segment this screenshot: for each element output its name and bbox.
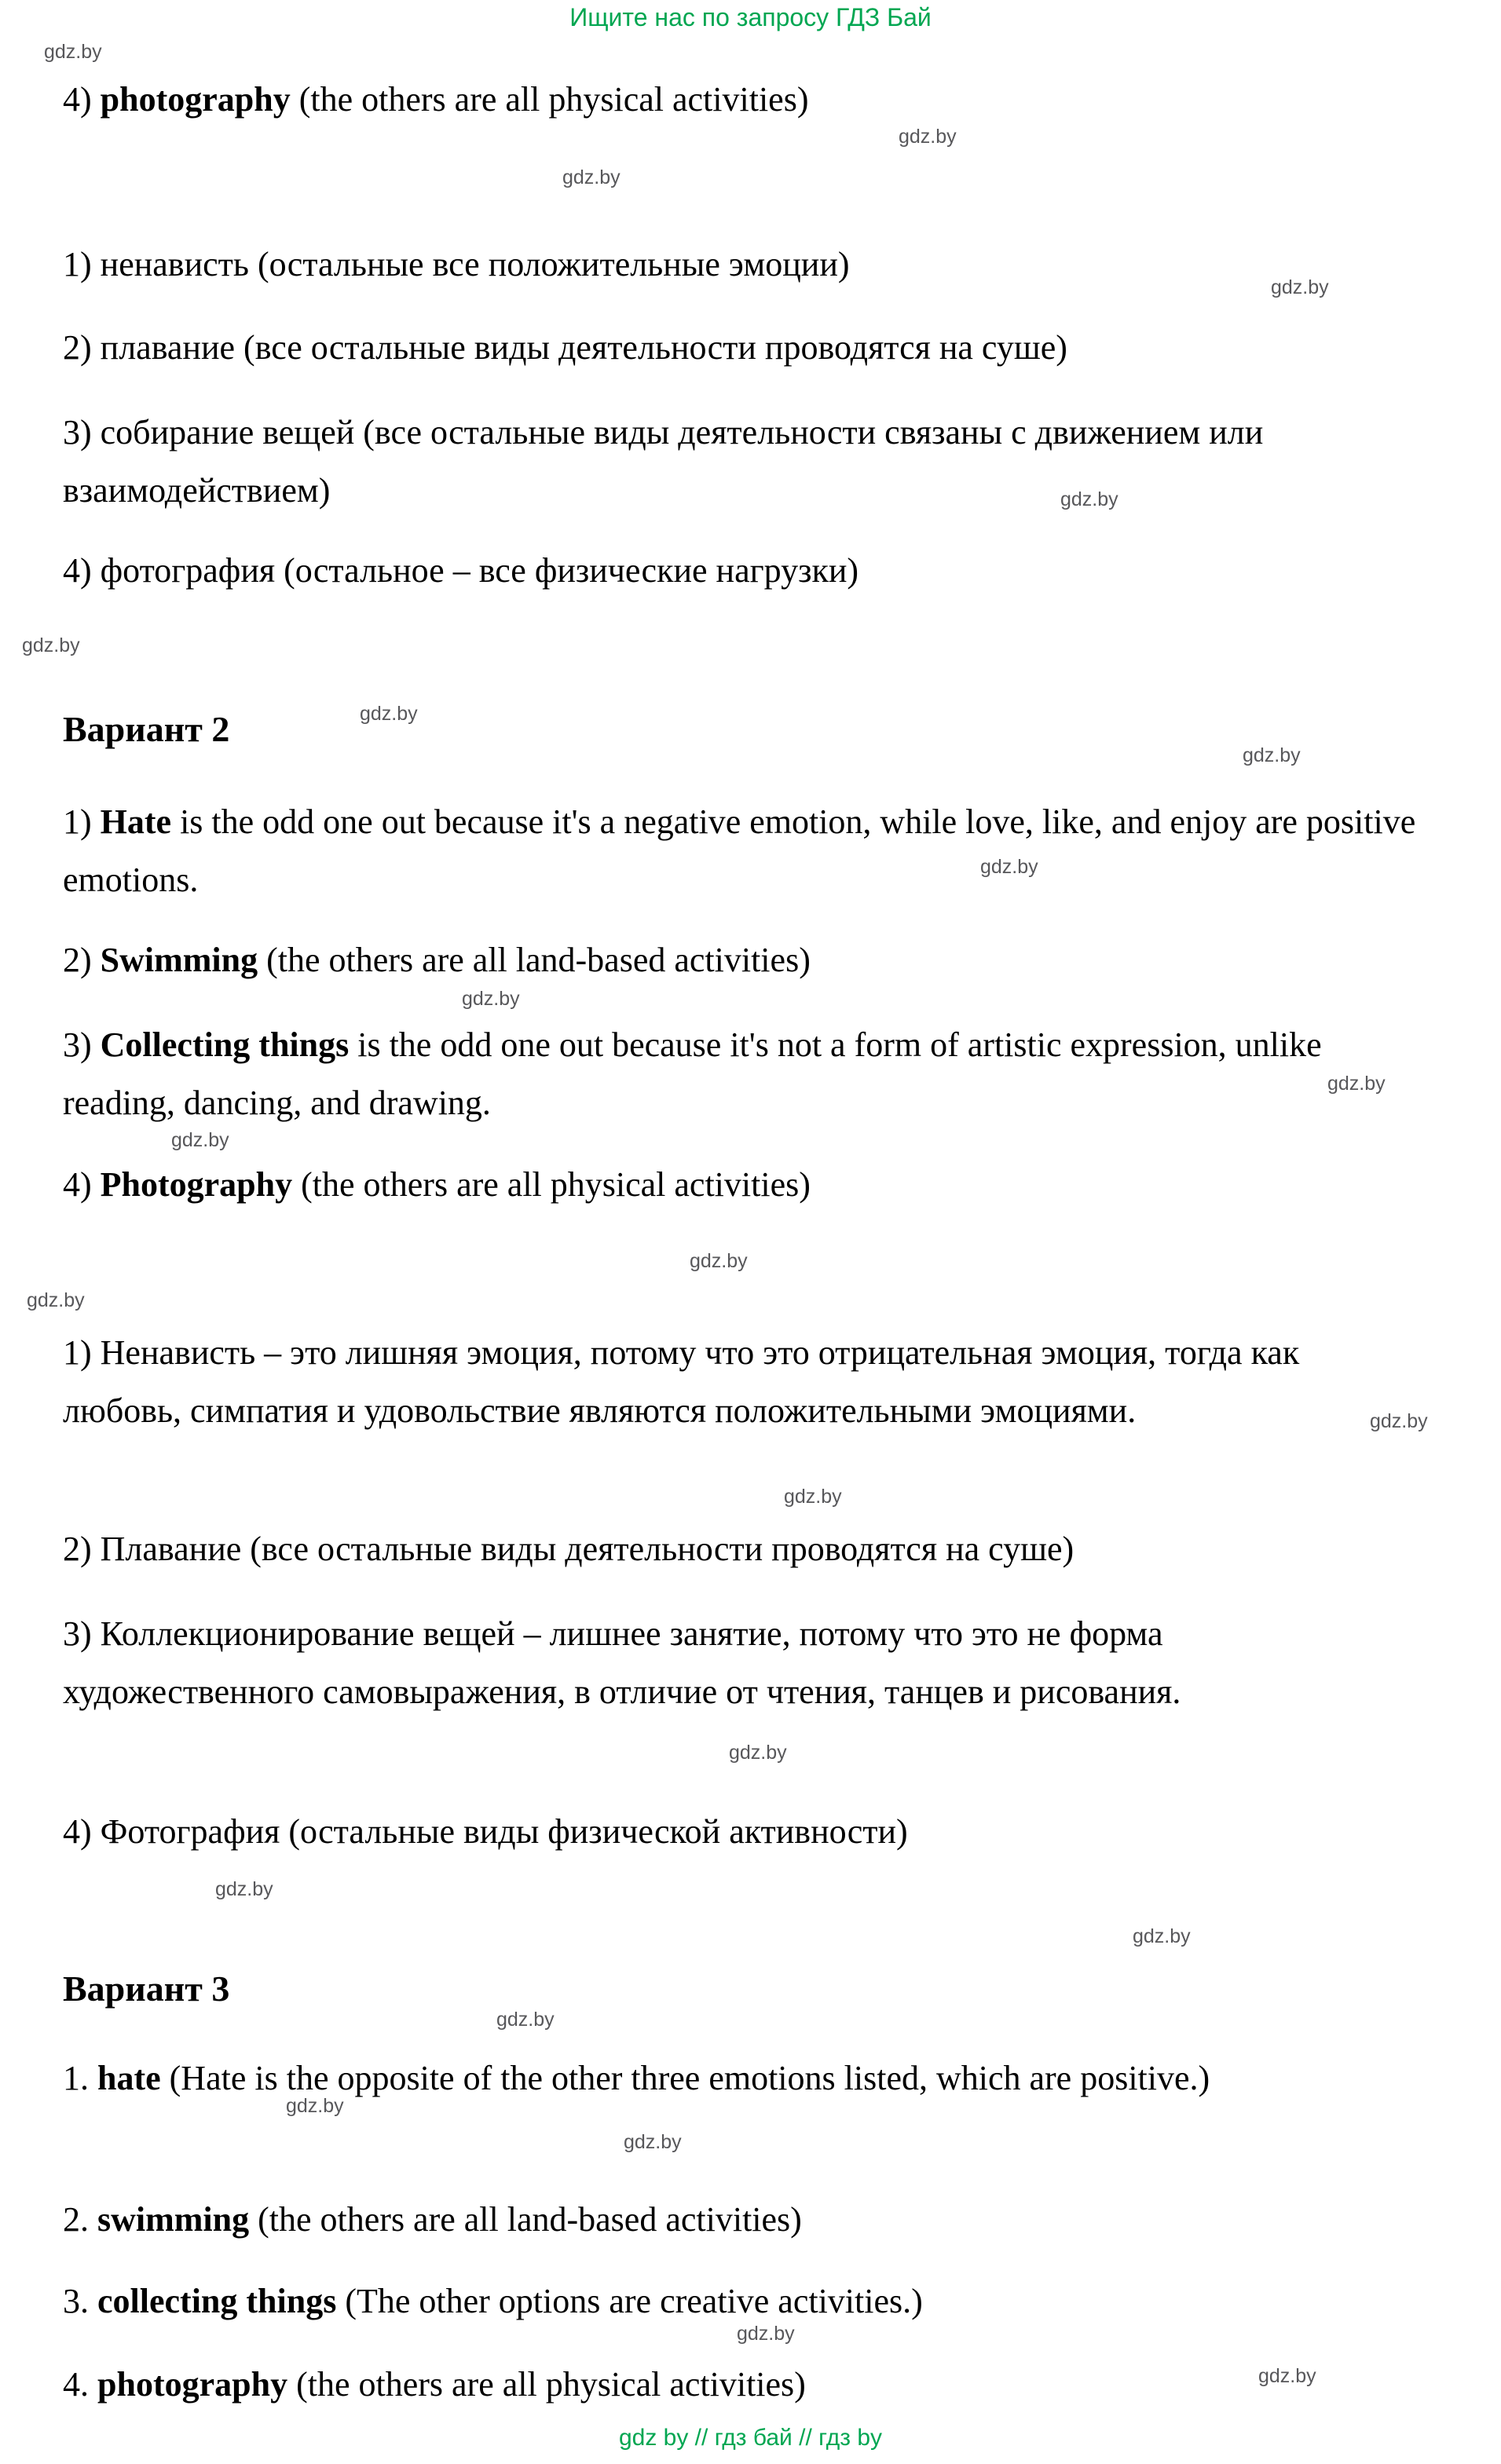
answer-text: Фотография (остальные виды физической активности) [100, 1812, 908, 1851]
answer-number: 1) [63, 1333, 101, 1372]
answer-text: (The other options are creative activities.) [336, 2282, 923, 2320]
answer-term: Hate [100, 802, 172, 841]
gdz-watermark: gdz.by [215, 1878, 273, 1900]
answer-text: is the odd one out because it's a negative emotion, while love, like, and enjoy are positive emotions. [63, 802, 1416, 899]
gdz-watermark: gdz.by [1327, 1073, 1386, 1095]
answer-text: (the others are all land-based activities) [258, 941, 811, 979]
answer-paragraph [63, 1324, 1382, 1440]
answer-number: 2) [63, 1530, 101, 1568]
answer-paragraph [63, 2049, 1430, 2108]
answer-text: (the others are all land-based activities) [249, 2200, 802, 2239]
gdz-watermark: gdz.by [737, 2323, 795, 2345]
gdz-watermark: gdz.by [496, 2009, 555, 2031]
gdz-watermark: gdz.by [1243, 744, 1301, 766]
answer-number: 4) [63, 551, 101, 590]
answer-term: Swimming [100, 941, 258, 979]
answer-paragraph [63, 542, 1469, 600]
gdz-watermark: gdz.by [462, 988, 520, 1010]
gdz-watermark: gdz.by [784, 1486, 842, 1508]
gdz-watermark: gdz.by [562, 166, 621, 188]
answer-number: 1) [63, 802, 101, 841]
answer-term: photography [97, 2365, 288, 2404]
answer-text: фотография (остальное – все физические нагрузки) [100, 551, 859, 590]
answer-paragraph [63, 1803, 1469, 1861]
variant-2-heading: Вариант 2 [63, 709, 230, 749]
answer-text: плавание (все остальные виды деятельности проводятся на суше) [100, 328, 1067, 367]
gdz-watermark: gdz.by [286, 2095, 344, 2117]
answer-paragraph [63, 404, 1367, 520]
answer-paragraph [63, 1605, 1414, 1721]
answer-text: Плавание (все остальные виды деятельности проводятся на суше) [100, 1530, 1074, 1568]
answer-paragraph [63, 1156, 1469, 1214]
gdz-watermark: gdz.by [360, 703, 418, 725]
answer-paragraph [63, 1016, 1398, 1132]
answer-text: (the others are all physical activities) [290, 80, 809, 119]
answer-number: 3) [63, 1614, 101, 1653]
gdz-watermark: gdz.by [899, 126, 957, 148]
answer-number: 1) [63, 245, 101, 283]
answer-number: 2) [63, 941, 101, 979]
gdz-watermark: gdz.by [729, 1742, 787, 1764]
answer-number: 4) [63, 1812, 101, 1851]
answer-number: 3. [63, 2282, 97, 2320]
gdz-watermark: gdz.by [690, 1250, 748, 1272]
gdz-watermark: gdz.by [624, 2131, 682, 2153]
answer-text: (the others are all physical activities) [292, 1165, 811, 1204]
answer-number: 2. [63, 2200, 97, 2239]
answer-paragraph [63, 2356, 1469, 2414]
answer-term: Collecting things [100, 1025, 350, 1064]
variant-3-heading: Вариант 3 [63, 1969, 230, 2009]
promo-banner: Ищите нас по запросу ГДЗ Бай [569, 3, 932, 31]
gdz-watermark: gdz.by [171, 1129, 229, 1151]
answer-paragraph [63, 319, 1469, 377]
answer-number: 4. [63, 2365, 97, 2404]
gdz-watermark: gdz.by [1258, 2365, 1316, 2387]
answer-number: 3) [63, 413, 101, 451]
gdz-watermark: gdz.by [980, 856, 1038, 878]
answer-paragraph [63, 793, 1469, 909]
answer-paragraph [63, 236, 1469, 294]
answer-number: 2) [63, 328, 101, 367]
answer-number: 1. [63, 2059, 97, 2097]
answer-number: 3) [63, 1025, 101, 1064]
answer-text: (Hate is the opposite of the other three emotions listed, which are positive.) [160, 2059, 1210, 2097]
answer-paragraph [63, 2191, 1469, 2249]
answer-term: collecting things [97, 2282, 337, 2320]
answer-text: Ненависть – это лишняя эмоция, потому что это отрицательная эмоция, тогда как любовь, симпатия и удовольствие являются положительными эмоциями. [63, 1333, 1300, 1430]
footer-tagline: gdz by // гдз бай // гдз by [618, 2425, 883, 2451]
answer-text: Коллекционирование вещей – лишнее занятие, потому что это не форма художественного самовыражения, в отличие от чтения, танцев и рисования. [63, 1614, 1181, 1711]
answer-term: hate [97, 2059, 161, 2097]
gdz-watermark: gdz.by [1133, 1925, 1191, 1947]
answer-paragraph [63, 71, 1469, 129]
gdz-watermark: gdz.by [44, 41, 102, 63]
answer-paragraph [63, 931, 1469, 989]
gdz-watermark: gdz.by [22, 634, 80, 656]
answer-number: 4) [63, 1165, 101, 1204]
gdz-watermark: gdz.by [1271, 276, 1329, 298]
answer-text: ненависть (остальные все положительные эмоции) [100, 245, 850, 283]
answer-text: is the odd one out because it's not a form of artistic expression, unlike reading, dancing, and drawing. [63, 1025, 1322, 1122]
gdz-watermark: gdz.by [1060, 488, 1118, 510]
gdz-watermark: gdz.by [27, 1289, 85, 1311]
answer-paragraph [63, 1520, 1469, 1578]
gdz-watermark: gdz.by [1370, 1410, 1428, 1432]
answer-text: собирание вещей (все остальные виды деятельности связаны с движением или взаимодействием) [63, 413, 1264, 510]
answer-text: (the others are all physical activities) [287, 2365, 806, 2404]
answer-term: swimming [97, 2200, 250, 2239]
answer-term: photography [100, 80, 291, 119]
answer-number: 4) [63, 80, 101, 119]
answer-term: Photography [100, 1165, 293, 1204]
answer-paragraph [63, 2272, 1469, 2331]
